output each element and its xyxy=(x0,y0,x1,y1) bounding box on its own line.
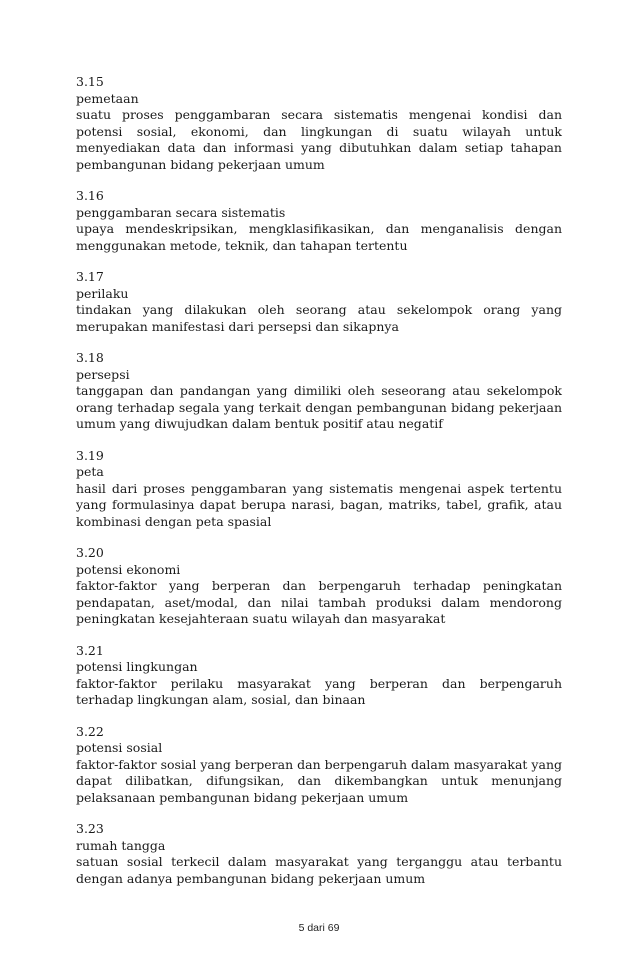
entry-term: potensi sosial xyxy=(76,740,163,755)
entry-definition: hasil dari proses penggambaran yang sistematis mengenai aspek tertentu yang formulasinya dapat berupa narasi, bagan, matriks, tabel, grafik, atau kombinasi dengan peta spasial xyxy=(76,480,562,529)
entry-definition: faktor-faktor yang berperan dan berpengaruh terhadap peningkatan pendapatan, aset/modal, dan nilai tambah produksi dalam mendorong peningkatan kesejahteraan suatu wilayah dan masyarakat xyxy=(76,578,562,626)
definition-entry-3-19 xyxy=(76,448,562,531)
definition-entry-3-20 xyxy=(76,545,562,628)
entry-number: 3.19 xyxy=(76,447,104,463)
entry-number: 3.17 xyxy=(76,269,104,284)
definition-entry-3-21 xyxy=(76,643,562,709)
entry-term: potensi ekonomi xyxy=(76,561,181,577)
entry-definition: faktor-faktor perilaku masyarakat yang berperan dan berpengaruh terhadap lingkungan alam, sosial, dan binaan xyxy=(76,675,562,707)
entry-number: 3.23 xyxy=(76,821,104,836)
entry-definition: suatu proses penggambaran secara sistematis mengenai kondisi dan potensi sosial, ekonomi, dan lingkungan di suatu wilayah untuk menyediakan data dan informasi yang dibutuhkan dalam setiap tahapan pembangunan bidang pekerjaan umum xyxy=(76,107,562,172)
definition-entry-3-18 xyxy=(76,350,562,433)
page-number: 5 dari 69 xyxy=(298,922,340,934)
entry-number: 3.21 xyxy=(76,642,104,658)
entry-definition: tindakan yang dilakukan oleh seorang atau sekelompok orang yang merupakan manifestasi dari persepsi dan sikapnya xyxy=(76,302,562,334)
entry-term: pemetaan xyxy=(76,90,139,106)
definition-entry-3-17 xyxy=(76,269,562,335)
definition-entry-3-16 xyxy=(76,188,562,254)
document-page xyxy=(76,74,562,902)
entry-definition: satuan sosial terkecil dalam masyarakat yang terganggu atau terbantu dengan adanya pembangunan bidang pekerjaan umum xyxy=(76,854,562,886)
entry-definition: tanggapan dan pandangan yang dimiliki oleh seseorang atau sekelompok orang terhadap segala yang terkait dengan pembangunan bidang pekerjaan umum yang diwujudkan dalam bentuk positif atau negatif xyxy=(76,383,562,431)
entry-term: perilaku xyxy=(76,285,129,301)
entry-term: peta xyxy=(76,464,104,479)
entry-term: penggambaran secara sistematis xyxy=(76,204,286,220)
entry-number: 3.15 xyxy=(76,74,104,89)
definition-entry-3-15 xyxy=(76,74,562,173)
entry-definition: upaya mendeskripsikan, mengklasifikasikan, dan menganalisis dengan menggunakan metode, teknik, dan tahapan tertentu xyxy=(76,221,562,253)
entry-number: 3.22 xyxy=(76,723,104,739)
entry-definition: faktor-faktor sosial yang berperan dan berpengaruh dalam masyarakat yang dapat dilibatkan, difungsikan, dan dikembangkan untuk menunjang pelaksanaan pembangunan bidang pekerjaan umum xyxy=(76,756,562,805)
entry-term: persepsi xyxy=(76,366,130,382)
definition-entry-3-22 xyxy=(76,724,562,807)
entry-number: 3.18 xyxy=(76,350,104,365)
entry-number: 3.16 xyxy=(76,188,104,203)
entry-term: potensi lingkungan xyxy=(76,659,198,674)
entry-number: 3.20 xyxy=(76,545,104,560)
definition-entry-3-23 xyxy=(76,821,562,887)
entry-term: rumah tangga xyxy=(76,837,166,853)
